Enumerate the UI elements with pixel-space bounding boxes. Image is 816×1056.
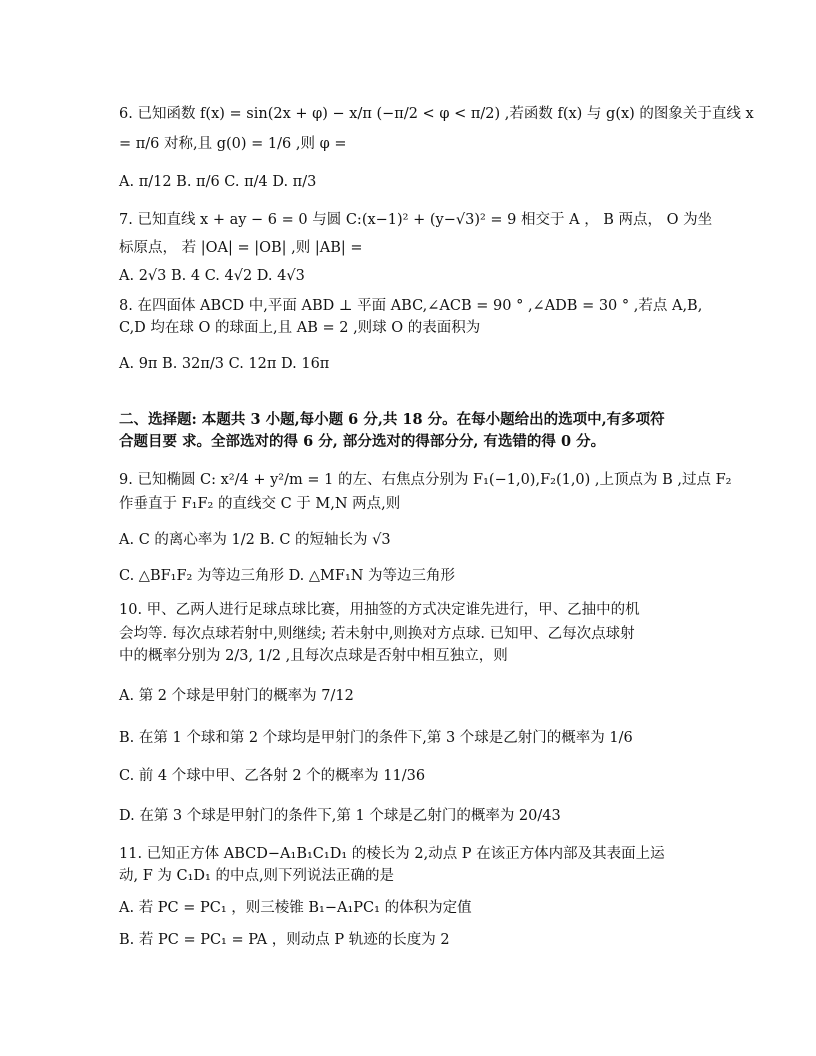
section2-heading-line2: 合题目要 求。全部选对的得 6 分, 部分选对的得部分分, 有选错的得 0 分。	[119, 433, 606, 450]
q6-stem-line1: 6. 已知函数 f(x) = sin(2x + φ) − x/π (−π/2 < φ < π/2) ,若函数 f(x) 与 g(x) 的图象关于直线 x	[119, 106, 754, 122]
q7-stem-line1: 7. 已知直线 x + ay − 6 = 0 与圆 C:(x−1)² + (y−√3)² = 9 相交于 A ， B 两点， O 为坐	[119, 212, 713, 228]
q7-stem-line2: 标原点， 若 |OA| = |OB| ,则 |AB| =	[119, 240, 363, 256]
q11-option-a: A. 若 PC = PC₁ ，则三棱锥 B₁−A₁PC₁ 的体积为定值	[119, 900, 472, 916]
q8-options: A. 9π B. 32π/3 C. 12π D. 16π	[119, 356, 330, 372]
q11-option-b: B. 若 PC = PC₁ = PA ，则动点 P 轨迹的长度为 2	[119, 932, 450, 948]
q10-option-d: D. 在第 3 个球是甲射门的条件下,第 1 个球是乙射门的概率为 20/43	[119, 808, 561, 824]
q7-options: A. 2√3 B. 4 C. 4√2 D. 4√3	[119, 268, 305, 284]
q10-option-a: A. 第 2 个球是甲射门的概率为 7/12	[119, 688, 354, 704]
q9-options-cd: C. △BF₁F₂ 为等边三角形 D. △MF₁N 为等边三角形	[119, 568, 456, 584]
q6-options: A. π/12 B. π/6 C. π/4 D. π/3	[119, 174, 317, 190]
q10-option-b: B. 在第 1 个球和第 2 个球均是甲射门的条件下,第 3 个球是乙射门的概率为 1/6	[119, 730, 633, 746]
q9-stem-line2: 作垂直于 F₁F₂ 的直线交 C 于 M,N 两点,则	[119, 496, 401, 512]
q11-stem-line1: 11. 已知正方体 ABCD−A₁B₁C₁D₁ 的棱长为 2,动点 P 在该正方体内部及其表面上运	[119, 846, 665, 862]
q11-stem-line2: 动, F 为 C₁D₁ 的中点,则下列说法正确的是	[119, 868, 395, 884]
q9-stem-line1: 9. 已知椭圆 C: x²/4 + y²/m = 1 的左、右焦点分别为 F₁(−1,0),F₂(1,0) ,上顶点为 B ,过点 F₂	[119, 472, 732, 488]
q8-stem-line2: C,D 均在球 O 的球面上,且 AB = 2 ,则球 O 的表面积为	[119, 320, 481, 336]
q6-stem-line2: = π/6 对称,且 g(0) = 1/6 ,则 φ =	[119, 136, 347, 152]
q10-stem-line1: 10. 甲、乙两人进行足球点球比赛，用抽签的方式决定谁先进行，甲、乙抽中的机	[119, 602, 640, 618]
q10-stem-line3: 中的概率分别为 2/3, 1/2 ,且每次点球是否射中相互独立，则	[119, 648, 508, 664]
q10-stem-line2: 会均等. 每次点球若射中,则继续; 若未射中,则换对方点球. 已知甲、乙每次点球射	[119, 626, 635, 642]
q8-stem-line1: 8. 在四面体 ABCD 中,平面 ABD ⊥ 平面 ABC,∠ACB = 90 ° ,∠ADB = 30 ° ,若点 A,B,	[119, 298, 703, 314]
q9-options-ab: A. C 的离心率为 1/2 B. C 的短轴长为 √3	[119, 532, 391, 548]
q10-option-c: C. 前 4 个球中甲、乙各射 2 个的概率为 11/36	[119, 768, 426, 784]
section2-heading-line1: 二、选择题: 本题共 3 小题,每小题 6 分,共 18 分。在每小题给出的选项中,有多项符	[119, 411, 665, 428]
